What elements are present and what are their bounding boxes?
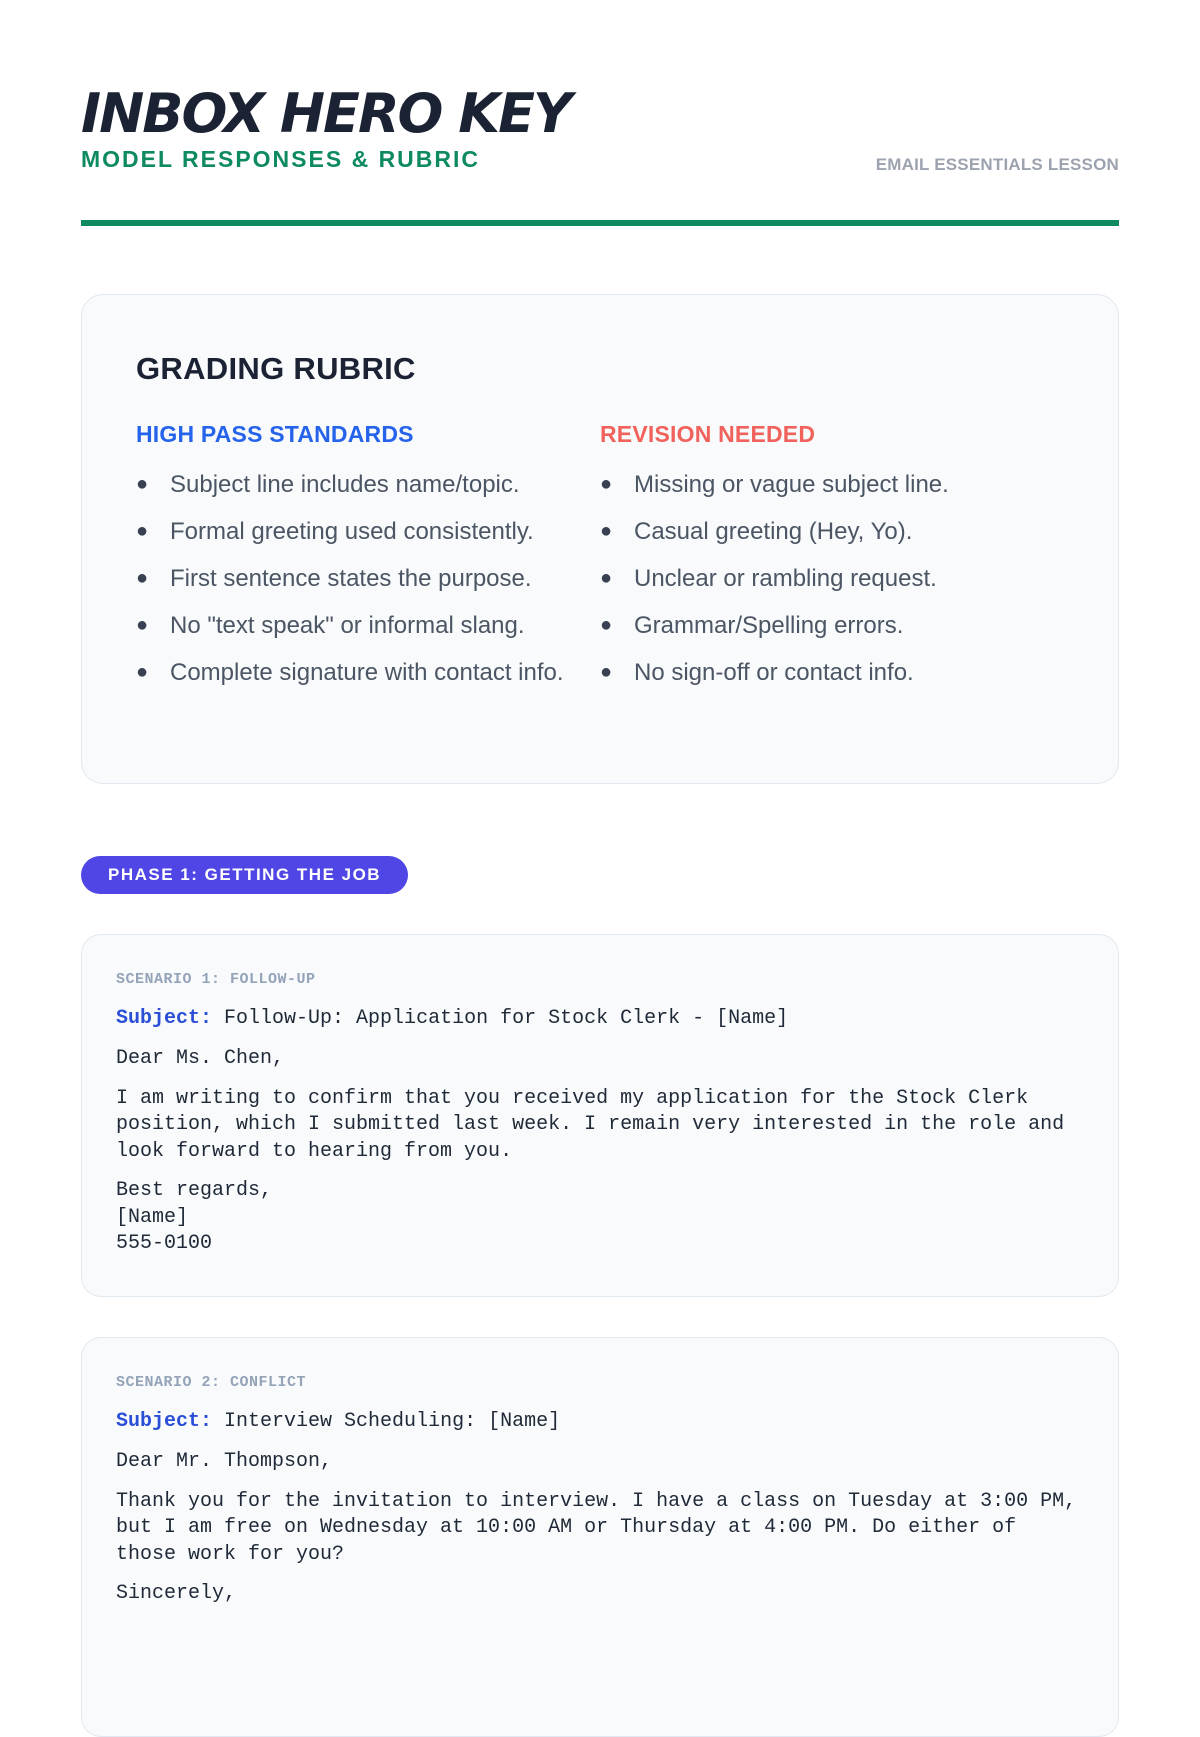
- bullet-icon: ●: [600, 614, 613, 636]
- scenario-label: SCENARIO 1: FOLLOW-UP: [116, 971, 316, 988]
- email-greeting: Dear Ms. Chen,: [116, 1047, 285, 1070]
- list-item: [136, 468, 600, 501]
- rubric-title: GRADING RUBRIC: [136, 351, 416, 386]
- list-item: [600, 468, 1064, 501]
- scenario-card-conflict: [81, 1337, 1119, 1737]
- email-signoff: Sincerely,: [116, 1582, 237, 1605]
- bullet-icon: ●: [136, 567, 149, 589]
- list-item-text: Subject line includes name/topic.: [170, 471, 520, 498]
- page-header: [81, 0, 1119, 226]
- page-subtitle: MODEL RESPONSES & RUBRIC: [81, 146, 481, 172]
- list-item-text: Complete signature with contact info.: [170, 659, 564, 686]
- revision-needed-column: [600, 421, 1064, 703]
- subject-key: Subject:: [116, 1007, 213, 1030]
- pass-standards-list: [136, 468, 600, 689]
- email-subject-line: [116, 1409, 1084, 1435]
- subject-key: Subject:: [116, 1410, 213, 1433]
- scenario-label: SCENARIO 2: CONFLICT: [116, 1374, 307, 1391]
- email-signoff: Best regards, [Name] 555-0100: [116, 1179, 273, 1255]
- bullet-icon: ●: [600, 567, 613, 589]
- lesson-tag: EMAIL ESSENTIALS LESSON: [875, 155, 1119, 174]
- list-item: [600, 609, 1064, 642]
- scenario-card-follow-up: [81, 934, 1119, 1297]
- revision-needed-list: [600, 468, 1064, 689]
- list-item: [600, 515, 1064, 548]
- revision-needed-heading: REVISION NEEDED: [600, 421, 816, 447]
- email-body: I am writing to confirm that you received my application for the Stock Clerk position, which I submitted last week. I remain very interested in the role and look forward to hearing from you.: [116, 1086, 1065, 1163]
- email-subject-line: [116, 1006, 1084, 1032]
- list-item-text: No sign-off or contact info.: [634, 659, 914, 686]
- list-item: [136, 562, 600, 595]
- phase-badge: PHASE 1: GETTING THE JOB: [81, 856, 408, 894]
- list-item-text: Missing or vague subject line.: [634, 471, 949, 498]
- list-item-text: Grammar/Spelling errors.: [634, 612, 904, 639]
- bullet-icon: ●: [136, 473, 149, 495]
- page-title: INBOX HERO KEY: [81, 82, 571, 145]
- pass-standards-heading: HIGH PASS STANDARDS: [136, 421, 414, 447]
- list-item-text: Unclear or rambling request.: [634, 565, 937, 592]
- subject-text: Interview Scheduling: [Name]: [224, 1410, 561, 1433]
- bullet-icon: ●: [600, 520, 613, 542]
- email-body: Thank you for the invitation to interview. I have a class on Tuesday at 3:00 PM, but I am free on Wednesday at 10:00 AM or Thursday at 4:00 PM. Do either of those work for you?: [116, 1489, 1077, 1566]
- bullet-icon: ●: [136, 661, 149, 683]
- list-item: [600, 656, 1064, 689]
- list-item-text: No "text speak" or informal slang.: [170, 612, 525, 639]
- list-item: [136, 656, 600, 689]
- subject-text: Follow-Up: Application for Stock Clerk - [Name]: [224, 1007, 789, 1030]
- list-item-text: First sentence states the purpose.: [170, 565, 532, 592]
- bullet-icon: ●: [136, 520, 149, 542]
- list-item-text: Casual greeting (Hey, Yo).: [634, 518, 913, 545]
- list-item: [600, 562, 1064, 595]
- bullet-icon: ●: [600, 473, 613, 495]
- rubric-columns: [136, 421, 1064, 703]
- list-item: [136, 609, 600, 642]
- bullet-icon: ●: [136, 614, 149, 636]
- grading-rubric-card: [81, 294, 1119, 784]
- list-item-text: Formal greeting used consistently.: [170, 518, 534, 545]
- bullet-icon: ●: [600, 661, 613, 683]
- pass-standards-column: [136, 421, 600, 703]
- email-greeting: Dear Mr. Thompson,: [116, 1450, 333, 1473]
- list-item: [136, 515, 600, 548]
